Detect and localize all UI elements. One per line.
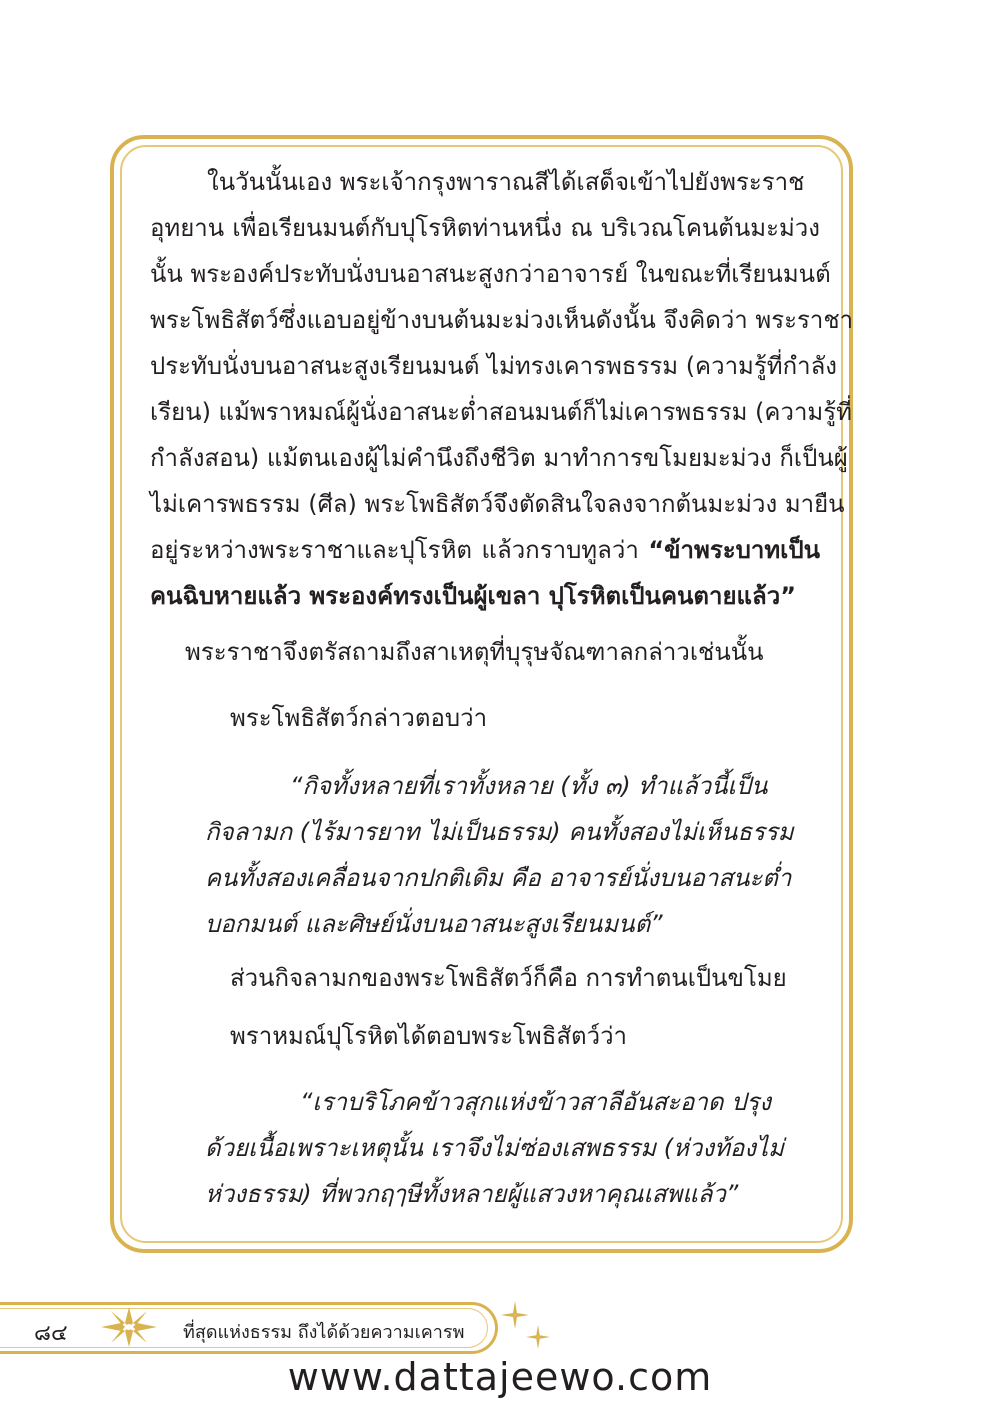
body-line: ประทับนั่งบนอาสนะสูงเรียนมนต์ ไม่ทรงเคารพธรรม (ความรู้ที่กำลัง <box>150 352 838 380</box>
quote-line: “กิจทั้งหลายที่เราทั้งหลาย (ทั้ง ๓) ทำแล้วนี้เป็น <box>290 772 768 800</box>
page-number: ๘๔ <box>34 1321 68 1346</box>
body-line: เรียน) แม้พราหมณ์ผู้นั่งอาสนะต่ำสอนมนต์ก็ไม่เคารพธรรม (ความรู้ที่ <box>150 398 852 426</box>
corner-flourish-icon <box>95 1305 163 1349</box>
body-line: ในวันนั้นเอง พระเจ้ากรุงพาราณสีได้เสด็จเข้าไปยังพระราช <box>207 168 805 196</box>
body-line-text: อยู่ระหว่างพระราชาและปุโรหิต แล้วกราบทูลว่า <box>150 536 639 564</box>
body-paragraph: พระราชาจึงตรัสถามถึงสาเหตุที่บุรุษจัณฑาลกล่าวเช่นนั้น <box>185 638 764 666</box>
quote-bold-start: “ข้าพระบาทเป็น <box>648 536 820 564</box>
quote-line: “เราบริโภคข้าวสุกแห่งข้าวสาลีอันสะอาด ปรุง <box>300 1088 771 1116</box>
book-title: ที่สุดแห่งธรรม ถึงได้ด้วยความเคารพ <box>183 1322 465 1343</box>
quote-line: กิจลามก (ไร้มารยาท ไม่เป็นธรรม) คนทั้งสองไม่เห็นธรรม <box>205 818 794 846</box>
quote-line: ด้วยเนื้อเพราะเหตุนั้น เราจึงไม่ซ่องเสพธรรม (ห่วงท้องไม่ <box>205 1134 784 1162</box>
body-line: นั้น พระองค์ประทับนั่งบนอาสนะสูงกว่าอาจารย์ ในขณะที่เรียนมนต์ <box>150 260 831 288</box>
body-line <box>150 536 820 565</box>
quote-line: ห่วงธรรม) ที่พวกฤๅษีทั้งหลายผู้แสวงหาคุณเสพแล้ว” <box>205 1180 739 1208</box>
body-line: กำลังสอน) แม้ตนเองผู้ไม่คำนึงถึงชีวิต มาทำการขโมยมะม่วง ก็เป็นผู้ <box>150 444 848 472</box>
quote-line: คนทั้งสองเคลื่อนจากปกติเดิม คือ อาจารย์นั่งบนอาสนะต่ำ <box>205 864 792 892</box>
sparkle-ornament-icon <box>525 1324 551 1350</box>
body-line: พระโพธิสัตว์ซึ่งแอบอยู่ข้างบนต้นมะม่วงเห็นดังนั้น จึงคิดว่า พระราชา <box>150 306 854 334</box>
quote-bold-line: คนฉิบหายแล้ว พระองค์ทรงเป็นผู้เขลา ปุโรหิตเป็นคนตายแล้ว” <box>150 582 796 610</box>
body-line: อุทยาน เพื่อเรียนมนต์กับปุโรหิตท่านหนึ่ง ณ บริเวณโคนต้นมะม่วง <box>150 214 820 242</box>
body-line: ไม่เคารพธรรม (ศีล) พระโพธิสัตว์จึงตัดสินใจลงจากต้นมะม่วง มายืน <box>150 490 845 518</box>
quote-line: บอกมนต์ และศิษย์นั่งบนอาสนะสูงเรียนมนต์” <box>205 910 663 938</box>
body-paragraph: พระโพธิสัตว์กล่าวตอบว่า <box>230 704 488 732</box>
body-paragraph: ส่วนกิจลามกของพระโพธิสัตว์ก็คือ การทำตนเป็นขโมย <box>230 964 787 992</box>
website-url: www.dattajeewo.com <box>287 1355 713 1399</box>
body-paragraph: พราหมณ์ปุโรหิตได้ตอบพระโพธิสัตว์ว่า <box>230 1022 628 1050</box>
